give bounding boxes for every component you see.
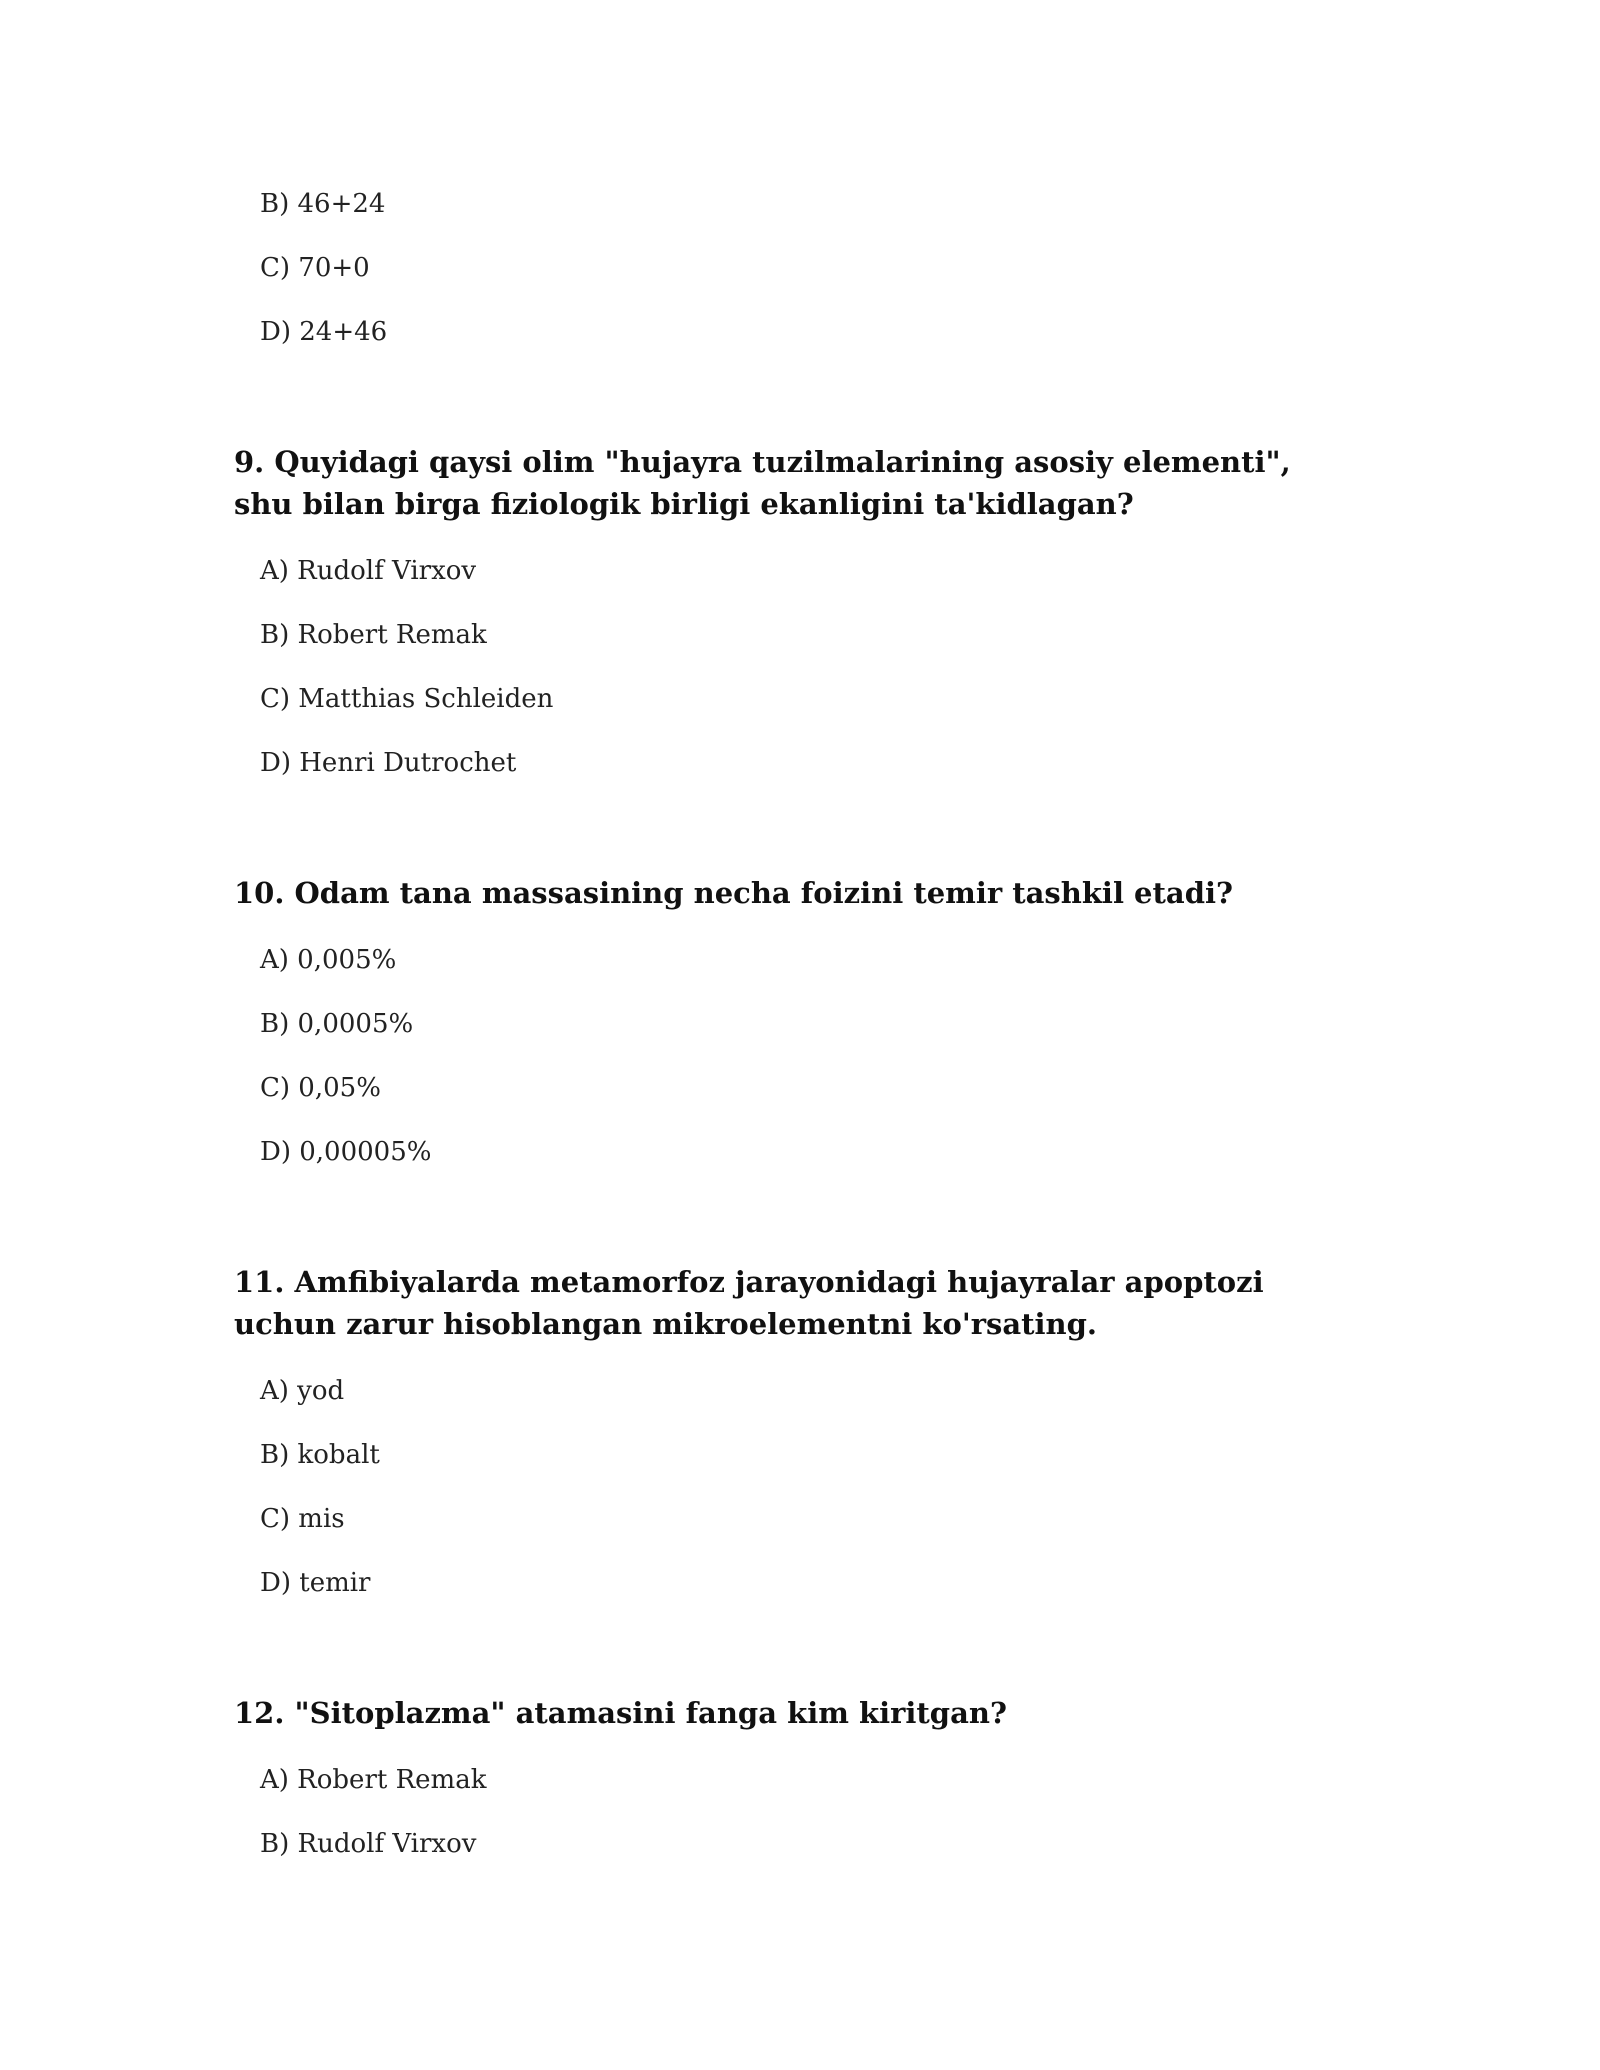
question-11: 11. Amfibiyalarda metamorfoz jarayonidagi hujayralar apoptozi uchun zarur hisoblangan mikroelementni ko'rsating.: [234, 1265, 1264, 1341]
option-q11-a: A) yod: [260, 1376, 345, 1406]
option-q9-d: D) Henri Dutrochet: [260, 748, 517, 778]
option-q11-b: B) kobalt: [260, 1440, 380, 1470]
option-q8-d: D) 24+46: [260, 317, 388, 347]
question-12: 12. "Sitoplazma" atamasini fanga kim kiritgan?: [234, 1696, 1007, 1730]
question-9: 9. Quyidagi qaysi olim "hujayra tuzilmalarining asosiy elementi", shu bilan birga fiziologik birligi ekanligini ta'kidlagan?: [234, 445, 1291, 521]
option-q8-b: B) 46+24: [260, 189, 386, 219]
option-q9-a: A) Rudolf Virxov: [260, 556, 477, 586]
question-10: 10. Odam tana massasining necha foizini temir tashkil etadi?: [234, 876, 1233, 910]
option-q11-d: D) temir: [260, 1568, 371, 1598]
option-q12-a: A) Robert Remak: [260, 1765, 487, 1795]
option-q10-a: A) 0,005%: [260, 945, 397, 975]
option-q9-b: B) Robert Remak: [260, 620, 487, 650]
option-q11-c: C) mis: [260, 1504, 345, 1534]
option-q10-d: D) 0,00005%: [260, 1137, 432, 1167]
option-q9-c: C) Matthias Schleiden: [260, 684, 554, 714]
option-q10-b: B) 0,0005%: [260, 1009, 414, 1039]
option-q10-c: C) 0,05%: [260, 1073, 381, 1103]
option-q8-c: C) 70+0: [260, 253, 370, 283]
option-q12-b: B) Rudolf Virxov: [260, 1829, 477, 1859]
